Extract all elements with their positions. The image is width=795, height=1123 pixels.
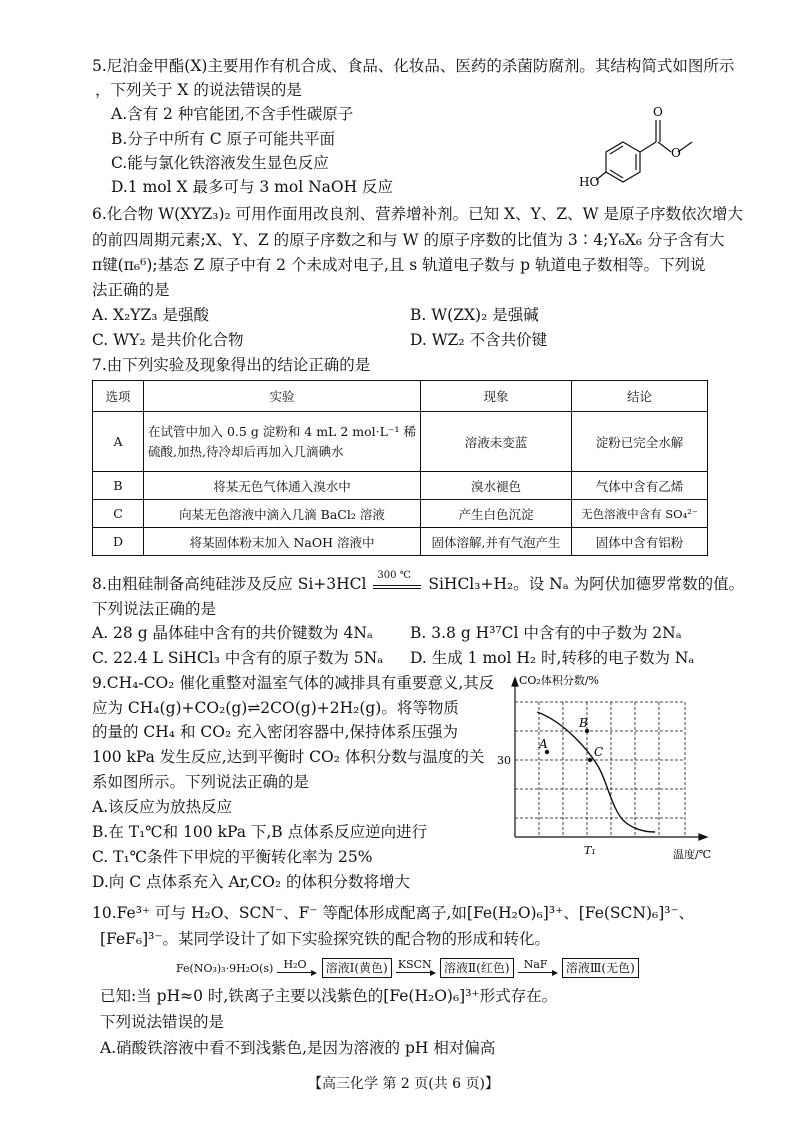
graph-y-label: CO₂体积分数/% bbox=[519, 674, 600, 687]
row-d-conclusion: 固体中含有铝粉 bbox=[572, 528, 708, 556]
row-a-phenomenon: 溶液未变蓝 bbox=[421, 412, 572, 472]
q6-option-b: B. W(ZX)₂ 是强碱 bbox=[410, 306, 539, 324]
flow-arrow-naf: NaF bbox=[518, 960, 558, 978]
q6-option-c: C. WY₂ 是共价化合物 bbox=[92, 331, 244, 349]
header-option: 选项 bbox=[93, 381, 144, 412]
row-c-option: C bbox=[93, 500, 144, 528]
graph-x-label: 温度/℃ bbox=[673, 848, 712, 861]
experiment-table bbox=[92, 380, 708, 556]
q8-option-b: B. 3.8 g H³⁷Cl 中含有的中子数为 2Nₐ bbox=[410, 624, 682, 642]
q9-option-d: D.向 C 点体系充入 Ar,CO₂ 的体积分数将增大 bbox=[92, 873, 410, 891]
q9-line4: 100 kPa 发生反应,达到平衡时 CO₂ 体积分数与温度的关 bbox=[92, 748, 485, 766]
flow-arrow-kscn: KSCN bbox=[396, 960, 436, 978]
q8-line1-end: SiHCl₃+H₂。设 Nₐ 为阿伏加德罗常数的值。 bbox=[428, 575, 745, 593]
q8-option-c: C. 22.4 L SiHCl₃ 中含有的原子数为 5Nₐ bbox=[92, 649, 384, 667]
q5-option-a: A.含有 2 种官能团,不含手性碳原子 bbox=[111, 105, 354, 123]
reaction-condition: 300 ℃ bbox=[377, 570, 411, 581]
co2-fraction-graph bbox=[495, 672, 715, 868]
header-phenomenon: 现象 bbox=[421, 381, 572, 412]
graph-x-tick: T₁ bbox=[584, 844, 596, 857]
row-c-conclusion: 无色溶液中含有 SO₄²⁻ bbox=[572, 500, 708, 528]
q8-line1-start: 8.由粗硅制备高纯硅涉及反应 Si+3HCl bbox=[92, 575, 367, 593]
flow-solution-2: 溶液Ⅱ(红色) bbox=[440, 958, 514, 978]
structure-hydroxyl: HO bbox=[579, 175, 600, 188]
q6-line2: 的前四周期元素;X、Y、Z 的原子序数之和与 W 的原子序数的比值为 3∶4;Y₆X₆ 分子含有大 bbox=[92, 231, 725, 249]
flow-solution-3: 溶液Ⅲ(无色) bbox=[562, 958, 639, 978]
q5-stem-line2: ，下列关于 X 的说法错误的是 bbox=[95, 81, 302, 99]
q9-line3: 的量的 CH₄ 和 CO₂ 充入密闭容器中,保持体系压强为 bbox=[92, 723, 459, 741]
row-a-conclusion: 淀粉已完全水解 bbox=[572, 412, 708, 472]
q5-option-c: C.能与氯化铁溶液发生显色反应 bbox=[111, 154, 329, 172]
row-b-conclusion: 气体中含有乙烯 bbox=[572, 472, 708, 500]
q6-line4: 法正确的是 bbox=[92, 281, 170, 299]
row-c-experiment: 向某无色溶液中滴入几滴 BaCl₂ 溶液 bbox=[144, 500, 421, 528]
q8-line2: 下列说法正确的是 bbox=[92, 600, 217, 618]
q10-line4: 下列说法错误的是 bbox=[100, 1013, 225, 1031]
q9-line1: 9.CH₄-CO₂ 催化重整对温室气体的减排具有重要意义,其反 bbox=[92, 674, 495, 692]
q10-line2: [FeF₆]³⁻。某同学设计了如下实验探究铁的配合物的形成和转化。 bbox=[100, 930, 551, 948]
q9-option-b: B.在 T₁℃和 100 kPa 下,B 点体系反应逆向进行 bbox=[92, 823, 428, 841]
q10-flow-diagram bbox=[176, 958, 639, 979]
row-b-experiment: 将某无色气体通入溴水中 bbox=[144, 472, 421, 500]
table-row bbox=[93, 500, 708, 528]
graph-point-b-label: B bbox=[579, 716, 588, 730]
q6-line3: π键(π₆⁶);基态 Z 原子中有 2 个未成对电子,且 s 轨道电子数与 p 轨道电子数相等。下列说 bbox=[92, 256, 706, 274]
table-row bbox=[93, 528, 708, 556]
reaction-condition-arrow bbox=[371, 570, 423, 594]
point-c bbox=[588, 758, 592, 762]
methylparaben-structure bbox=[578, 96, 698, 188]
row-b-phenomenon: 溴水褪色 bbox=[421, 472, 572, 500]
graph-y-tick: 30 bbox=[497, 754, 511, 767]
row-a-option: A bbox=[93, 412, 144, 472]
table-row bbox=[93, 412, 708, 472]
graph-point-a-label: A bbox=[539, 737, 548, 751]
q9-line5: 系如图所示。下列说法正确的是 bbox=[92, 773, 310, 791]
row-d-option: D bbox=[93, 528, 144, 556]
q9-option-c: C. T₁℃条件下甲烷的平衡转化率为 25% bbox=[92, 848, 373, 866]
table-row bbox=[93, 472, 708, 500]
graph-point-c-label: C bbox=[594, 745, 604, 759]
q10-line1: 10.Fe³⁺ 可与 H₂O、SCN⁻、F⁻ 等配体形成配离子,如[Fe(H₂O)₆]³⁺、[Fe(SCN)₆]³⁻、 bbox=[92, 904, 695, 922]
flow-start: Fe(NO₃)₃·9H₂O(s) bbox=[176, 962, 274, 975]
page-footer: 【高三化学 第 2 页(共 6 页)】 bbox=[308, 1076, 499, 1092]
q9-line2: 应为 CH₄(g)+CO₂(g)⇌2CO(g)+2H₂(g)。将等物质 bbox=[92, 699, 459, 717]
q8-line1 bbox=[92, 570, 745, 594]
q6-line1: 6.化合物 W(XYZ₃)₂ 可用作面用改良剂、营养增补剂。已知 X、Y、Z、W 是原子序数依次增大 bbox=[92, 205, 743, 223]
row-d-phenomenon: 固体溶解,并有气泡产生 bbox=[421, 528, 572, 556]
table-header-row bbox=[93, 381, 708, 412]
row-d-experiment: 将某固体粉末加入 NaOH 溶液中 bbox=[144, 528, 421, 556]
q5-option-d: D.1 mol X 最多可与 3 mol NaOH 反应 bbox=[111, 178, 394, 196]
header-experiment: 实验 bbox=[144, 381, 421, 412]
structure-carbonyl-o: O bbox=[653, 105, 663, 119]
row-c-phenomenon: 产生白色沉淀 bbox=[421, 500, 572, 528]
q9-option-a: A.该反应为放热反应 bbox=[92, 798, 233, 816]
q6-option-d: D. WZ₂ 不含共价键 bbox=[410, 331, 548, 349]
q8-option-d: D. 生成 1 mol H₂ 时,转移的电子数为 Nₐ bbox=[410, 649, 695, 667]
q7-stem: 7.由下列实验及现象得出的结论正确的是 bbox=[92, 356, 371, 374]
q8-option-a: A. 28 g 晶体硅中含有的共价键数为 4Nₐ bbox=[92, 624, 373, 642]
q6-option-a: A. X₂YZ₃ 是强酸 bbox=[92, 306, 209, 324]
q10-option-a: A.硝酸铁溶液中看不到浅紫色,是因为溶液的 pH 相对偏高 bbox=[100, 1039, 496, 1057]
row-b-option: B bbox=[93, 472, 144, 500]
q10-line3: 已知:当 pH≈0 时,铁离子主要以浅紫色的[Fe(H₂O)₆]³⁺形式存在。 bbox=[100, 987, 558, 1005]
flow-solution-1: 溶液Ⅰ(黄色) bbox=[322, 958, 392, 978]
flow-arrow-h2o: H₂O bbox=[277, 960, 317, 978]
row-a-experiment: 在试管中加入 0.5 g 淀粉和 4 mL 2 mol·L⁻¹ 稀硫酸,加热,待冷却后再加入几滴碘水 bbox=[144, 412, 421, 472]
equilibrium-curve bbox=[537, 712, 655, 832]
header-conclusion: 结论 bbox=[572, 381, 708, 412]
structure-ester-o: O bbox=[671, 146, 681, 160]
q5-stem-line1: 5.尼泊金甲酯(X)主要用作有机合成、食品、化妆品、医药的杀菌防腐剂。其结构简式如图所示 bbox=[92, 57, 735, 75]
q5-option-b: B.分子中所有 C 原子可能共平面 bbox=[111, 130, 336, 148]
